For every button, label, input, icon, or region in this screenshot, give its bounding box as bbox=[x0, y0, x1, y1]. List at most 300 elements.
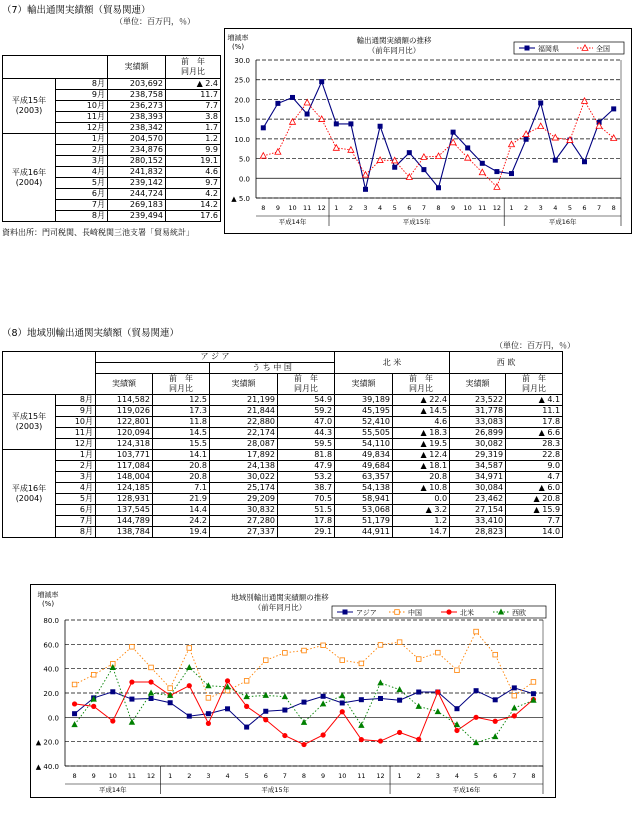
north-america-value-cell: 45,195 bbox=[335, 406, 393, 417]
west-europe-yoy-cell: 14.0 bbox=[506, 527, 563, 538]
data-point bbox=[454, 728, 459, 733]
value-cell: 241,832 bbox=[108, 167, 166, 178]
data-point bbox=[72, 711, 77, 716]
data-point bbox=[302, 648, 307, 653]
table-row bbox=[3, 505, 563, 516]
x-tick-label: 11 bbox=[478, 204, 487, 212]
west-europe-value-cell: 33,083 bbox=[450, 417, 506, 428]
data-point bbox=[290, 95, 295, 100]
value-cell: 239,494 bbox=[108, 211, 166, 222]
yoy-cell: 14.2 bbox=[166, 200, 221, 211]
west-europe-yoy-cell: 9.0 bbox=[506, 461, 563, 472]
asia-yoy-cell: 15.5 bbox=[153, 439, 210, 450]
header-value: 実績額 bbox=[96, 374, 153, 395]
yoy-cell: 9.9 bbox=[166, 145, 221, 156]
data-point bbox=[168, 700, 173, 705]
data-point bbox=[225, 678, 230, 683]
data-point bbox=[340, 709, 345, 714]
era-label: 平成16年 bbox=[452, 786, 481, 794]
asia-value-cell: 117,084 bbox=[96, 461, 153, 472]
data-point bbox=[397, 698, 402, 703]
y-tick-label: 20.0 bbox=[43, 690, 59, 698]
north-america-yoy-cell: ▲ 10.8 bbox=[393, 483, 450, 494]
source-note: 資料出所：門司税関、長崎税関三池支署「貿易統計」 bbox=[2, 228, 194, 237]
header-west-europe: 西 欧 bbox=[450, 352, 563, 374]
month-cell: 11月 bbox=[56, 428, 96, 439]
legend-label: アジア bbox=[356, 609, 377, 617]
header-china: う ち 中 国 bbox=[210, 363, 335, 374]
header-yoy: 前 年 同月比 bbox=[166, 56, 221, 79]
asia-yoy-cell: 7.1 bbox=[153, 483, 210, 494]
data-point bbox=[261, 125, 266, 130]
data-point bbox=[454, 706, 459, 711]
china-value-cell: 30,832 bbox=[210, 505, 278, 516]
x-tick-label: 11 bbox=[357, 772, 366, 780]
china-yoy-cell: 59.5 bbox=[278, 439, 335, 450]
yoy-cell: 4.2 bbox=[166, 189, 221, 200]
y-axis-label: 増減率 bbox=[227, 34, 249, 42]
data-point bbox=[302, 700, 307, 705]
data-point bbox=[359, 697, 364, 702]
data-point bbox=[455, 668, 460, 673]
west-europe-yoy-cell: 7.7 bbox=[506, 516, 563, 527]
chart-title: 輸出通関実績額の推移 bbox=[356, 36, 432, 45]
data-point bbox=[531, 680, 536, 685]
era-label: 平成15年 (2003) bbox=[3, 79, 56, 134]
month-cell: 4月 bbox=[56, 167, 108, 178]
asia-yoy-cell: 11.8 bbox=[153, 417, 210, 428]
north-america-yoy-cell: ▲ 19.5 bbox=[393, 439, 450, 450]
value-cell: 204,570 bbox=[108, 134, 166, 145]
month-cell: 7月 bbox=[56, 200, 108, 211]
data-point bbox=[263, 717, 268, 722]
regional-export-table bbox=[2, 351, 563, 538]
x-tick-label: 7 bbox=[512, 772, 517, 780]
data-point bbox=[348, 121, 353, 126]
asia-yoy-cell: 14.1 bbox=[153, 450, 210, 461]
data-point bbox=[509, 171, 514, 176]
legend-label: 全国 bbox=[596, 45, 610, 53]
month-cell: 9月 bbox=[56, 90, 108, 101]
y-tick-label: 25.0 bbox=[234, 76, 250, 85]
table-row bbox=[3, 428, 563, 439]
x-tick-label: 4 bbox=[378, 204, 383, 212]
west-europe-yoy-cell: 22.8 bbox=[506, 450, 563, 461]
data-point bbox=[301, 742, 306, 747]
table-row bbox=[3, 527, 563, 538]
value-cell: 244,724 bbox=[108, 189, 166, 200]
north-america-value-cell: 63,357 bbox=[335, 472, 393, 483]
data-point bbox=[474, 629, 479, 634]
legend-marker bbox=[343, 610, 348, 615]
west-europe-yoy-cell: ▲ 6.0 bbox=[506, 483, 563, 494]
legend-marker bbox=[446, 609, 451, 614]
x-tick-label: 1 bbox=[334, 204, 339, 212]
x-tick-label: 7 bbox=[597, 204, 602, 212]
legend-marker bbox=[525, 46, 530, 51]
month-cell: 3月 bbox=[56, 472, 96, 483]
x-tick-label: 9 bbox=[321, 772, 326, 780]
y-tick-label: 0.0 bbox=[47, 714, 59, 723]
table-row bbox=[3, 406, 563, 417]
section7-title: （7）輸出通関実績額（貿易関連） bbox=[2, 5, 151, 16]
value-cell: 238,393 bbox=[108, 112, 166, 123]
x-tick-label: 3 bbox=[363, 204, 368, 212]
north-america-yoy-cell: ▲ 18.1 bbox=[393, 461, 450, 472]
table-row bbox=[3, 472, 563, 483]
y-tick-label: ▲ 40.0 bbox=[35, 763, 59, 771]
data-point bbox=[465, 145, 470, 150]
data-point bbox=[416, 690, 421, 695]
data-point bbox=[129, 679, 134, 684]
data-point bbox=[244, 679, 249, 684]
x-tick-label: 1 bbox=[397, 772, 402, 780]
x-tick-label: 2 bbox=[187, 772, 192, 780]
x-tick-label: 6 bbox=[407, 204, 412, 212]
data-point bbox=[451, 130, 456, 135]
china-value-cell: 27,337 bbox=[210, 527, 278, 538]
header-asia: ア ジ ア bbox=[96, 352, 335, 363]
china-value-cell: 30,022 bbox=[210, 472, 278, 483]
y-tick-label: 30.0 bbox=[234, 57, 250, 65]
data-point bbox=[110, 689, 115, 694]
china-yoy-cell: 38.7 bbox=[278, 483, 335, 494]
month-cell: 6月 bbox=[56, 189, 108, 200]
y-tick-label: 60.0 bbox=[43, 641, 59, 650]
asia-value-cell: 103,771 bbox=[96, 450, 153, 461]
era-label: 平成15年 bbox=[402, 218, 431, 226]
y-tick-label: 0.0 bbox=[238, 175, 250, 184]
china-value-cell: 17,892 bbox=[210, 450, 278, 461]
asia-value-cell: 137,545 bbox=[96, 505, 153, 516]
data-point bbox=[130, 644, 135, 649]
yoy-cell: 3.8 bbox=[166, 112, 221, 123]
data-point bbox=[72, 701, 77, 706]
data-point bbox=[206, 721, 211, 726]
north-america-value-cell: 53,068 bbox=[335, 505, 393, 516]
north-america-value-cell: 49,684 bbox=[335, 461, 393, 472]
era-label: 平成14年 bbox=[278, 218, 307, 226]
data-point bbox=[129, 697, 134, 702]
yoy-cell: ▲ 2.4 bbox=[166, 79, 221, 90]
asia-yoy-cell: 17.3 bbox=[153, 406, 210, 417]
asia-value-cell: 124,318 bbox=[96, 439, 153, 450]
north-america-yoy-cell: ▲ 3.2 bbox=[393, 505, 450, 516]
west-europe-value-cell: 30,084 bbox=[450, 483, 506, 494]
x-tick-label: 12 bbox=[376, 772, 385, 780]
asia-yoy-cell: 20.8 bbox=[153, 472, 210, 483]
chart-subtitle: （前年同月比） bbox=[367, 46, 421, 55]
data-point bbox=[282, 733, 287, 738]
west-europe-value-cell: 27,154 bbox=[450, 505, 506, 516]
x-tick-label: 6 bbox=[493, 772, 498, 780]
data-point bbox=[493, 719, 498, 724]
data-point bbox=[283, 651, 288, 656]
x-tick-label: 2 bbox=[348, 204, 353, 212]
header-yoy: 前 年 同月比 bbox=[278, 374, 335, 395]
north-america-value-cell: 58,941 bbox=[335, 494, 393, 505]
x-tick-label: 11 bbox=[302, 204, 312, 212]
data-point bbox=[436, 650, 441, 655]
china-yoy-cell: 51.5 bbox=[278, 505, 335, 516]
asia-value-cell: 120,094 bbox=[96, 428, 153, 439]
data-point bbox=[321, 732, 326, 737]
month-cell: 12月 bbox=[56, 123, 108, 134]
x-tick-label: 7 bbox=[421, 204, 426, 212]
yoy-cell: 1.7 bbox=[166, 123, 221, 134]
chart-subtitle: （前年同月比） bbox=[253, 603, 307, 612]
china-value-cell: 21,199 bbox=[210, 395, 278, 406]
month-cell: 2月 bbox=[56, 461, 96, 472]
x-tick-label: 8 bbox=[611, 204, 616, 212]
data-point bbox=[187, 683, 192, 688]
x-tick-label: 12 bbox=[146, 772, 156, 780]
y-tick-label: ▲ 20.0 bbox=[35, 738, 59, 747]
north-america-yoy-cell: 4.6 bbox=[393, 417, 450, 428]
month-cell: 12月 bbox=[56, 439, 96, 450]
table-row bbox=[3, 516, 563, 527]
x-tick-label: 1 bbox=[509, 204, 514, 212]
chart-frame bbox=[225, 29, 632, 234]
value-cell: 238,758 bbox=[108, 90, 166, 101]
china-yoy-cell: 17.8 bbox=[278, 516, 335, 527]
data-point bbox=[421, 167, 426, 172]
yoy-cell: 1.2 bbox=[166, 134, 221, 145]
header-blank bbox=[3, 352, 96, 395]
data-point bbox=[531, 691, 536, 696]
data-point bbox=[416, 657, 421, 662]
north-america-value-cell: 55,505 bbox=[335, 428, 393, 439]
month-cell: 4月 bbox=[56, 483, 96, 494]
chart-title: 地域別輸出通関実績額の推移 bbox=[231, 593, 329, 602]
x-tick-label: 10 bbox=[108, 772, 117, 780]
data-point bbox=[225, 706, 230, 711]
data-point bbox=[263, 658, 268, 663]
y-tick-label: 5.0 bbox=[238, 155, 250, 164]
legend-label: 福岡県 bbox=[538, 45, 559, 53]
value-cell: 239,142 bbox=[108, 178, 166, 189]
table-row bbox=[3, 450, 563, 461]
export-trend-chart bbox=[224, 28, 632, 234]
data-point bbox=[435, 689, 440, 694]
data-point bbox=[319, 79, 324, 84]
x-tick-label: 9 bbox=[275, 204, 280, 212]
data-point bbox=[91, 672, 96, 677]
section7-unit: （単位：百万円，％） bbox=[115, 17, 195, 26]
data-point bbox=[553, 158, 558, 163]
west-europe-yoy-cell: ▲ 15.9 bbox=[506, 505, 563, 516]
north-america-yoy-cell: 1.2 bbox=[393, 516, 450, 527]
west-europe-value-cell: 23,522 bbox=[450, 395, 506, 406]
regional-trend-chart bbox=[30, 584, 556, 798]
north-america-value-cell: 54,138 bbox=[335, 483, 393, 494]
month-cell: 8月 bbox=[56, 211, 108, 222]
value-cell: 203,692 bbox=[108, 79, 166, 90]
month-cell: 10月 bbox=[56, 101, 108, 112]
data-point bbox=[378, 643, 383, 648]
month-cell: 10月 bbox=[56, 417, 96, 428]
x-tick-label: 9 bbox=[451, 204, 456, 212]
west-europe-value-cell: 30,082 bbox=[450, 439, 506, 450]
data-point bbox=[321, 694, 326, 699]
asia-value-cell: 144,789 bbox=[96, 516, 153, 527]
yoy-cell: 9.7 bbox=[166, 178, 221, 189]
data-point bbox=[494, 169, 499, 174]
data-point bbox=[149, 696, 154, 701]
value-cell: 234,876 bbox=[108, 145, 166, 156]
west-europe-yoy-cell: ▲ 6.6 bbox=[506, 428, 563, 439]
china-yoy-cell: 59.2 bbox=[278, 406, 335, 417]
data-point bbox=[148, 679, 153, 684]
data-point bbox=[263, 709, 268, 714]
data-point bbox=[206, 711, 211, 716]
north-america-yoy-cell: 14.7 bbox=[393, 527, 450, 538]
data-point bbox=[334, 121, 339, 126]
yoy-cell: 19.1 bbox=[166, 156, 221, 167]
data-point bbox=[187, 646, 192, 651]
y-axis-label: (%) bbox=[231, 43, 245, 51]
west-europe-yoy-cell: 11.1 bbox=[506, 406, 563, 417]
china-yoy-cell: 47.0 bbox=[278, 417, 335, 428]
month-cell: 5月 bbox=[56, 178, 108, 189]
month-cell: 8月 bbox=[56, 395, 96, 406]
data-point bbox=[493, 652, 498, 657]
x-tick-label: 8 bbox=[261, 204, 266, 212]
export-table bbox=[2, 55, 221, 222]
value-cell: 236,273 bbox=[108, 101, 166, 112]
data-point bbox=[305, 112, 310, 117]
data-point bbox=[397, 730, 402, 735]
x-tick-label: 8 bbox=[531, 772, 536, 780]
china-yoy-cell: 54.9 bbox=[278, 395, 335, 406]
data-point bbox=[436, 185, 441, 190]
month-cell: 9月 bbox=[56, 406, 96, 417]
data-point bbox=[321, 643, 326, 648]
data-point bbox=[244, 704, 249, 709]
table-row bbox=[3, 395, 563, 406]
data-point bbox=[512, 713, 517, 718]
data-point bbox=[392, 165, 397, 170]
value-cell: 269,183 bbox=[108, 200, 166, 211]
y-tick-label: 10.0 bbox=[234, 135, 250, 144]
legend-label: 北米 bbox=[460, 609, 474, 617]
data-point bbox=[359, 661, 364, 666]
data-point bbox=[397, 640, 402, 645]
x-tick-label: 8 bbox=[301, 772, 307, 780]
month-cell: 8月 bbox=[56, 527, 96, 538]
data-point bbox=[512, 693, 517, 698]
x-tick-label: 3 bbox=[435, 772, 440, 780]
west-europe-value-cell: 26,899 bbox=[450, 428, 506, 439]
x-tick-label: 5 bbox=[474, 772, 479, 780]
data-point bbox=[378, 124, 383, 129]
month-cell: 5月 bbox=[56, 494, 96, 505]
x-tick-label: 10 bbox=[338, 772, 347, 780]
asia-yoy-cell: 14.4 bbox=[153, 505, 210, 516]
asia-value-cell: 148,004 bbox=[96, 472, 153, 483]
west-europe-value-cell: 31,778 bbox=[450, 406, 506, 417]
data-point bbox=[110, 718, 115, 723]
era-label: 平成16年 (2004) bbox=[3, 450, 56, 538]
header-north-america: 北 米 bbox=[335, 352, 450, 374]
data-point bbox=[168, 686, 173, 691]
header-value: 実績額 bbox=[210, 374, 278, 395]
asia-yoy-cell: 21.9 bbox=[153, 494, 210, 505]
asia-yoy-cell: 14.5 bbox=[153, 428, 210, 439]
table-header-row bbox=[3, 56, 221, 79]
asia-value-cell: 119,026 bbox=[96, 406, 153, 417]
x-tick-label: 9 bbox=[91, 772, 96, 780]
china-value-cell: 22,174 bbox=[210, 428, 278, 439]
west-europe-yoy-cell: ▲ 4.1 bbox=[506, 395, 563, 406]
china-yoy-cell: 29.1 bbox=[278, 527, 335, 538]
section8-unit: （単位：百万円，％） bbox=[495, 341, 575, 350]
data-point bbox=[416, 737, 421, 742]
north-america-value-cell: 49,834 bbox=[335, 450, 393, 461]
data-point bbox=[187, 714, 192, 719]
west-europe-yoy-cell: 17.8 bbox=[506, 417, 563, 428]
y-tick-label: 80.0 bbox=[43, 617, 59, 625]
era-label: 平成15年 (2003) bbox=[3, 395, 56, 450]
asia-yoy-cell: 19.4 bbox=[153, 527, 210, 538]
china-yoy-cell: 70.5 bbox=[278, 494, 335, 505]
table-row bbox=[3, 417, 563, 428]
x-tick-label: 3 bbox=[206, 772, 211, 780]
era-label: 平成15年 bbox=[261, 786, 290, 794]
section8-title: （8）地域別輸出通関実績額（貿易関連） bbox=[2, 328, 180, 339]
x-tick-label: 10 bbox=[463, 204, 472, 212]
table-row bbox=[3, 79, 221, 90]
data-point bbox=[72, 682, 77, 687]
yoy-cell: 7.7 bbox=[166, 101, 221, 112]
west-europe-value-cell: 28,823 bbox=[450, 527, 506, 538]
x-tick-label: 11 bbox=[127, 772, 137, 780]
data-point bbox=[611, 106, 616, 111]
header-value: 実績額 bbox=[108, 56, 166, 79]
month-cell: 7月 bbox=[56, 516, 96, 527]
y-tick-label: 20.0 bbox=[234, 96, 250, 105]
header-blank-asia bbox=[96, 363, 210, 374]
west-europe-value-cell: 33,410 bbox=[450, 516, 506, 527]
table-row bbox=[3, 439, 563, 450]
data-point bbox=[512, 685, 517, 690]
x-tick-label: 5 bbox=[392, 204, 397, 212]
month-cell: 1月 bbox=[56, 450, 96, 461]
china-value-cell: 22,880 bbox=[210, 417, 278, 428]
data-point bbox=[340, 658, 345, 663]
west-europe-value-cell: 34,971 bbox=[450, 472, 506, 483]
north-america-value-cell: 44,911 bbox=[335, 527, 393, 538]
month-cell: 11月 bbox=[56, 112, 108, 123]
north-america-value-cell: 52,410 bbox=[335, 417, 393, 428]
data-point bbox=[378, 738, 383, 743]
asia-value-cell: 124,185 bbox=[96, 483, 153, 494]
month-cell: 3月 bbox=[56, 156, 108, 167]
x-tick-label: 1 bbox=[168, 772, 173, 780]
x-tick-label: 10 bbox=[288, 204, 297, 212]
x-tick-label: 2 bbox=[416, 772, 421, 780]
china-yoy-cell: 81.8 bbox=[278, 450, 335, 461]
era-label: 平成16年 bbox=[548, 218, 577, 226]
table-row bbox=[3, 461, 563, 472]
asia-yoy-cell: 12.5 bbox=[153, 395, 210, 406]
data-point bbox=[582, 159, 587, 164]
north-america-yoy-cell: ▲ 14.5 bbox=[393, 406, 450, 417]
west-europe-value-cell: 23,462 bbox=[450, 494, 506, 505]
data-point bbox=[91, 704, 96, 709]
asia-yoy-cell: 20.8 bbox=[153, 461, 210, 472]
china-value-cell: 21,844 bbox=[210, 406, 278, 417]
